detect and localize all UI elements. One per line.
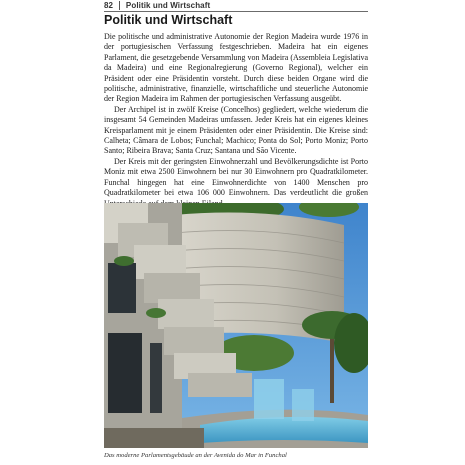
paragraph-2: Der Archipel ist in zwölf Kreise (Concelhos) gegliedert, welche wiederum die insgesamt 54 Gemeinden Madeiras umfassen. Jeder Kreis hat ein eigenes kleines Kreisparlament mit je einem Präsidenten oder einer Präsidentin. Die Kreise sind: Calheta; Câmara de Lobos; Funchal; Machico; Ponta do Sol; Porto Moniz; Porto Santo; Ribeira Brava; Santa Cruz; Santana und São Vicente.: [104, 104, 368, 156]
paragraph-3: Der Kreis mit der geringsten Einwohnerzahl und Bevölkerungsdichte ist Porto Moniz mit etwa 2500 Einwohnern bei nur 30 Einwohnern pro Quadratkilometer. Funchal hingegen hat eine Einwohnerdichte von 1400 Menschen pro Quadratkilometer bei etwa 106 000 Einwohnern. Das verdeutlicht die großen: [104, 156, 368, 198]
concrete-block: [188, 373, 252, 397]
page-number: 82: [104, 1, 113, 10]
parliament-photo: [104, 203, 368, 448]
running-title: Politik und Wirtschaft: [125, 1, 211, 10]
article-body: [104, 32, 368, 209]
photo-caption: Das moderne Parlamentsgebäude an der Avenida do Mar in Funchal: [104, 452, 287, 459]
waterfall: [254, 379, 284, 419]
header-divider: [119, 1, 120, 10]
window: [108, 263, 136, 313]
ground: [104, 428, 204, 448]
ledge-plant: [114, 256, 134, 266]
concrete-block: [144, 273, 200, 303]
concrete-block: [158, 299, 214, 329]
page-title: Politik und Wirtschaft: [104, 13, 233, 27]
window: [108, 333, 142, 413]
window: [150, 343, 162, 413]
ledge-plant: [146, 308, 166, 318]
paragraph-1: Die politische und administrative Autonomie der Region Madeira wurde 1976 in der portugiesischen Verfassung festgeschrieben. Madeira hat ein eigenes Parlament, die gesetzgebende Versammlung von Madeira (Assembleia Legislativa da Madeira) und eine Regionalregierung (Governo Regional), welcher ein Präsident oder eine Präsidentin vorsteht. Durch diese beiden Organe wird die politische, administrative, finanzielle, wirtschaftliche und steuerliche Autonomie der Region Madeira im Rahmen der portugiesischen Verfassung ausgeübt.: [104, 32, 368, 104]
waterfall: [292, 389, 314, 421]
parliament-building-illustration: [104, 203, 368, 448]
concrete-block: [164, 327, 224, 355]
running-header: [104, 0, 368, 12]
